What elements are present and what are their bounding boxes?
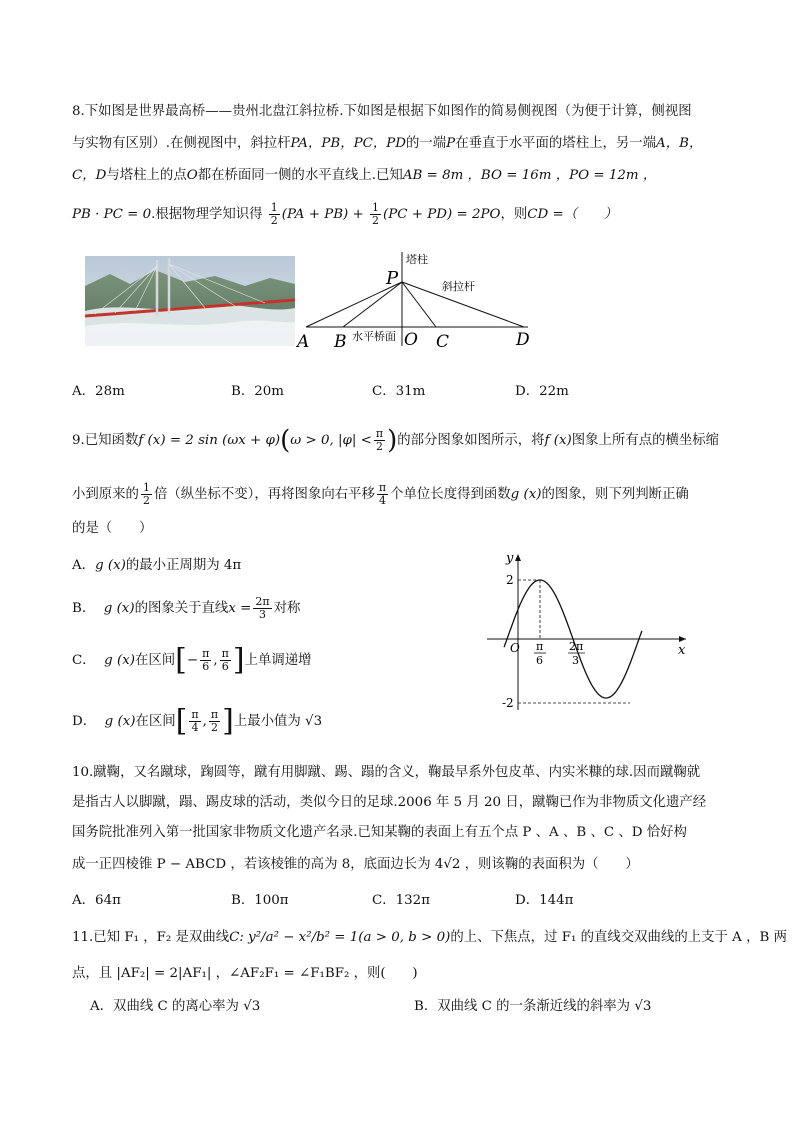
x-tick2-num: 2π xyxy=(569,640,584,653)
q10-option-d: D．144π xyxy=(515,893,574,908)
q8-line4 xyxy=(72,202,617,227)
q9-line2a: 小到原来的 xyxy=(72,487,139,502)
q8-line3-o: O xyxy=(186,168,198,183)
y-max-label: 2 xyxy=(506,573,514,587)
q10-line4: 成一正四棱锥 P − ABCD ，若该棱锥的高为 8，底面边长为 4√2 ，则该鞠的表面积为（ ） xyxy=(72,857,639,872)
q9-option-c: C． g (x)在区间[− $\frac{\pi}{6}$ , $\frac{\pi}{6}$ ]上单调递增 xyxy=(72,642,312,678)
q10-line1: 10.蹴鞠，又名蹴球，踘圆等，蹴有用脚蹴、踢、蹋的含义，鞠最早系外包皮革、内实米糠的球.因而蹴鞠就 xyxy=(72,765,701,780)
label-D: D xyxy=(516,330,530,350)
q9-line2 xyxy=(72,482,689,507)
q9-line1b: 的部分图象如图所示，将 xyxy=(397,433,545,448)
q9-option-b: B． g (x)的图象关于直线x = $\frac{2\pi}{3}$ 对称 xyxy=(72,595,301,621)
x-axis-arrow xyxy=(679,636,686,642)
y-axis-arrow xyxy=(515,554,521,561)
q8-line4-cd: CD =（ ） xyxy=(527,207,618,222)
q9-quarter: $\frac{\pi}{4}$ xyxy=(378,481,387,507)
y-min-label: -2 xyxy=(502,696,514,710)
q8-line2-p: P xyxy=(446,136,456,151)
q9-line2-gx: g (x) xyxy=(510,487,542,502)
label-rod: 斜拉杆 xyxy=(442,280,475,293)
q10-option-a: A．64π xyxy=(72,893,121,908)
q9-line1-fx: f (x) xyxy=(544,433,572,448)
q9-half: $\frac{1}{2}$ xyxy=(142,481,150,507)
q8-line4-tail: ，则 xyxy=(500,207,528,222)
bridge-photo xyxy=(85,256,295,346)
q9-line2c: 个单位长度得到函数 xyxy=(390,487,511,502)
q8-line4-eq1: (PA + PB) + xyxy=(281,207,364,222)
q10-line3: 国务院批准列入第一批国家非物质文化遗产名录.已知某鞠的表面上有五个点 P 、A 、B 、C 、D 恰好构 xyxy=(72,825,687,840)
q9-pi-half: $\frac{\pi}{2}$ xyxy=(375,427,384,453)
q8-option-a: A．28m xyxy=(72,384,125,399)
q8-option-c: C．31m xyxy=(372,384,426,399)
q8-line1: 8.下如图是世界最高桥——贵州北盘江斜拉桥.下如图是根据下如图作的简易侧视图（为便于计算，侧视图 xyxy=(72,104,692,119)
q11-equation: C: y²/a² − x²/b² = 1(a > 0, b > 0) xyxy=(229,930,451,945)
q9-line3: 的是（ ） xyxy=(72,521,153,536)
q8-line2-vars: PA，PB，PC，PD xyxy=(290,136,406,151)
q11-line2: 点，且 |AF₂| = 2|AF₁| ，∠AF₂F₁ = ∠F₁BF₂ ，则( ) xyxy=(72,966,418,981)
q11-option-b: B．双曲线 C 的一条渐近线的斜率为 √3 xyxy=(414,999,652,1014)
q8-line3-given: AB = 8m ，BO = 16m ，PO = 12m ， xyxy=(402,168,657,183)
q8-half-2: $\frac{1}{2}$ xyxy=(372,201,380,227)
q10-option-c: C．132π xyxy=(372,893,430,908)
q8-line2-tail2: 在垂直于水平面的塔柱上，另一端 xyxy=(455,136,657,151)
q11-option-a: A．双曲线 C 的离心率为 √3 xyxy=(90,999,261,1014)
q9-line1a: 9.已知函数 xyxy=(72,433,139,448)
q9-line2b: 倍（纵坐标不变），再将图象向右平移 xyxy=(153,487,375,502)
q9-line2d: 的图象，则下列判断正确 xyxy=(541,487,689,502)
q8-line2-text: 与实物有区别）.在侧视图中，斜拉杆 xyxy=(72,136,291,151)
q8-line2-abc: A，B， xyxy=(656,136,703,151)
q8-line4-text: .根据物理学知识得 xyxy=(151,207,263,222)
q10-option-b: B．100π xyxy=(231,893,289,908)
q8-line2 xyxy=(72,134,702,154)
q10-line2: 是指古人以脚蹴，蹋、踢皮球的活动，类似今日的足球.2006 年 5 月 20 日，蹴鞠已作为非物质文化遗产经 xyxy=(72,795,707,810)
q8-line4-eq2: (PC + PD) = 2PO xyxy=(383,207,501,222)
q9-func: f (x) = 2 sin (ωx + φ) xyxy=(138,433,281,448)
origin-label: O xyxy=(510,641,520,655)
q8-option-d: D．22m xyxy=(515,384,569,399)
q8-half-1: $\frac{1}{2}$ xyxy=(270,201,278,227)
q9-option-a: A．g (x)的最小正周期为 4π xyxy=(72,558,242,573)
q8-line2-tail: 的一端 xyxy=(406,136,447,151)
q9-line1: 9.已知函数f (x) = 2 sin (ωx + φ)(ω > 0, |φ| < $\frac{\pi}{2}$ )的部分图象如图所示，将f (x)图象上所有点的横坐标缩 xyxy=(72,425,720,456)
x-tick2-den: 3 xyxy=(572,654,579,667)
sine-graph xyxy=(482,550,692,720)
x-label: x xyxy=(678,643,686,658)
q8-line3-text2: 都在桥面同一侧的水平直线上.已知 xyxy=(197,168,403,183)
q11-line1 xyxy=(72,928,787,948)
label-B: B xyxy=(334,332,347,352)
q9-option-d: D． g (x)在区间[ $\frac{\pi}{4}$ , $\frac{\pi}{2}$ ]上最小值为 √3 xyxy=(72,703,323,739)
q8-line3-cd: C，D xyxy=(72,168,107,183)
x-tick1-num: π xyxy=(536,640,544,653)
q8-line4-dot: PB · PC = 0 xyxy=(72,207,152,222)
bridge-diagram xyxy=(296,250,546,352)
q11-line1b: 的上、下焦点，过 F₁ 的直线交双曲线的上支于 A ，B 两 xyxy=(450,930,787,945)
q8-line3-text: 与塔柱上的点 xyxy=(106,168,187,183)
label-C: C xyxy=(436,332,450,352)
x-tick1-den: 6 xyxy=(536,654,543,667)
label-deck: 水平桥面 xyxy=(352,330,396,343)
q8-option-b: B．20m xyxy=(231,384,284,399)
label-P: P xyxy=(386,268,399,289)
label-A: A xyxy=(297,332,310,352)
label-tower: 塔柱 xyxy=(406,253,428,266)
q9-line1c: 图象上所有点的横坐标缩 xyxy=(571,433,720,448)
q8-line3 xyxy=(72,166,656,186)
q11-line1a: 11.已知 F₁ ，F₂ 是双曲线 xyxy=(72,930,230,945)
q9-cond: ω > 0, |φ| < xyxy=(290,433,372,448)
label-O: O xyxy=(404,330,418,350)
y-label: y xyxy=(506,551,514,566)
